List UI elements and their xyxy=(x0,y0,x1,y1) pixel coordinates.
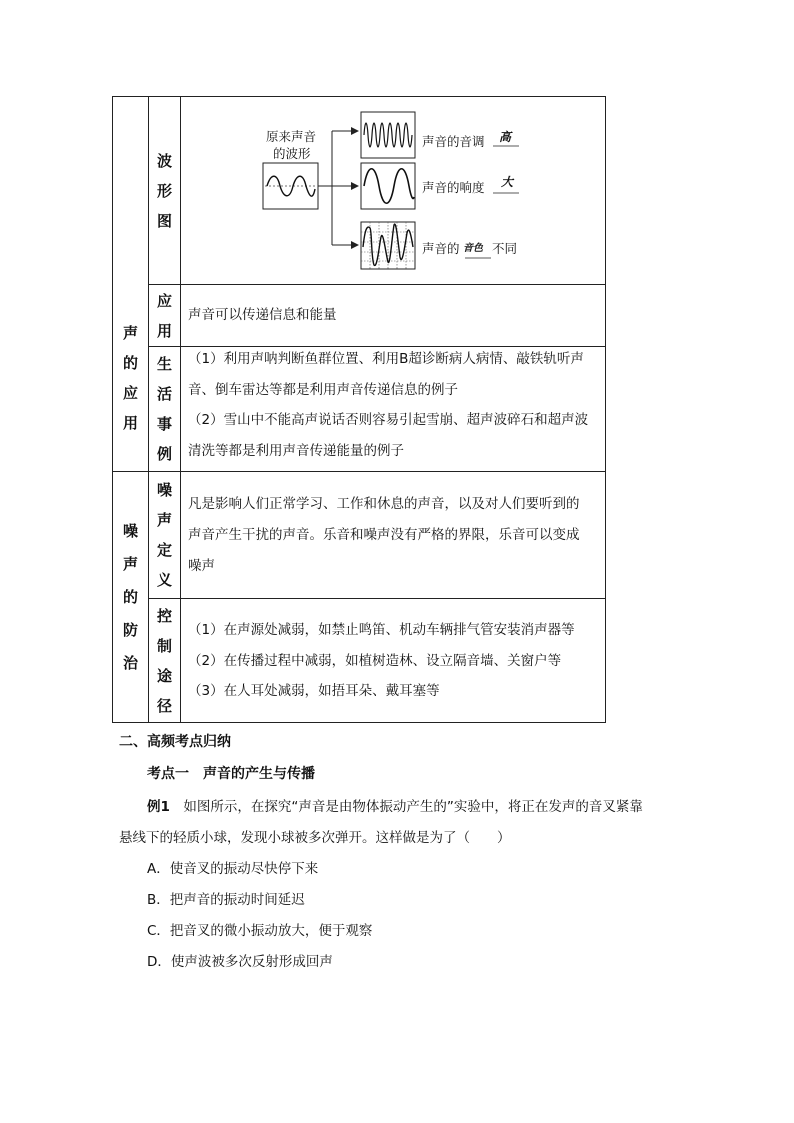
noise-definition-label: 噪 声 定 义 xyxy=(156,481,172,589)
table-border-bottom xyxy=(112,722,606,723)
section-title: 二、高频考点归纳 xyxy=(119,734,231,750)
example-label: 例1 xyxy=(147,799,170,815)
use-label: 应 用 xyxy=(156,291,172,340)
question-line-2: 悬线下的轻质小球，发现小球被多次弹开。这样做是为了（ ） xyxy=(119,830,511,846)
noise-control-text: （1）在声源处减弱，如禁止鸣笛、机动车辆排气管安装消声器等 （2）在传播过程中减弱，如植树造林、设立隔音墙、关窗户等 （3）在人耳处减弱，如捂耳朵、戴耳塞等 xyxy=(188,622,575,699)
table-row-divider-application xyxy=(112,471,606,472)
table-row-divider-noise xyxy=(148,598,606,599)
option-a: A．使音叉的振动尽快停下来 xyxy=(147,861,319,877)
topic-title: 考点一 声音的产生与传播 xyxy=(147,766,315,782)
use-text: 声音可以传递信息和能量 xyxy=(188,307,337,323)
pitch-wave xyxy=(364,123,412,147)
original-wave-label-line2: 的波形 xyxy=(273,146,311,161)
examples-text: （1）利用声呐判断鱼群位置、利用B超诊断病人病情、敲铁轨听声 音、倒车雷达等都是利用声音传递信息的例子 （2）雪山中不能高声说话否则容易引起雪崩、超声波碎石和超声波 清洗等都是利用声音传递能量的例子 xyxy=(188,351,589,459)
noise-category-label: 噪 声 的 防 治 xyxy=(122,521,138,672)
option-b: B．把声音的振动时间延迟 xyxy=(147,892,305,908)
timbre-answer: 音色 xyxy=(463,243,483,254)
option-c: C．把音叉的微小振动放大，便于观察 xyxy=(147,923,373,939)
table-border-right xyxy=(605,96,606,723)
waveform-label: 波 形 图 xyxy=(156,151,172,230)
application-category-label: 声 的 应 用 xyxy=(122,324,138,432)
noise-definition-text: 凡是影响人们正常学习、工作和休息的声音，以及对人们要听到的 声音产生干扰的声音。乐音和噪声没有严格的界限，乐音可以变成 噪声 xyxy=(188,496,580,574)
timbre-label-prefix: 声音的 xyxy=(422,241,460,256)
table-row-divider-waveform xyxy=(148,284,606,285)
arrow-bottom xyxy=(351,241,359,249)
timbre-wave xyxy=(363,224,413,265)
waveform-graphics xyxy=(181,97,605,284)
pitch-answer: 高 xyxy=(499,130,512,144)
question-line-1: 例1 如图所示，在探究“声音是由物体振动产生的”实验中，将正在发声的音叉紧靠 xyxy=(147,799,643,815)
loudness-answer: 大 xyxy=(501,175,514,189)
pitch-label: 声音的音调 xyxy=(422,134,485,149)
loudness-label: 声音的响度 xyxy=(422,180,485,195)
option-d: D．使声波被多次反射形成回声 xyxy=(147,954,333,970)
loudness-wave xyxy=(364,169,414,204)
arrow-middle xyxy=(351,182,359,190)
noise-control-label: 控 制 途 径 xyxy=(156,606,172,715)
waveform-diagram xyxy=(181,97,605,284)
timbre-label-suffix: 不同 xyxy=(492,241,518,256)
examples-label: 生 活 事 例 xyxy=(156,355,172,463)
original-wave-label-line1: 原来声音 xyxy=(266,129,317,144)
arrow-top xyxy=(351,127,359,135)
